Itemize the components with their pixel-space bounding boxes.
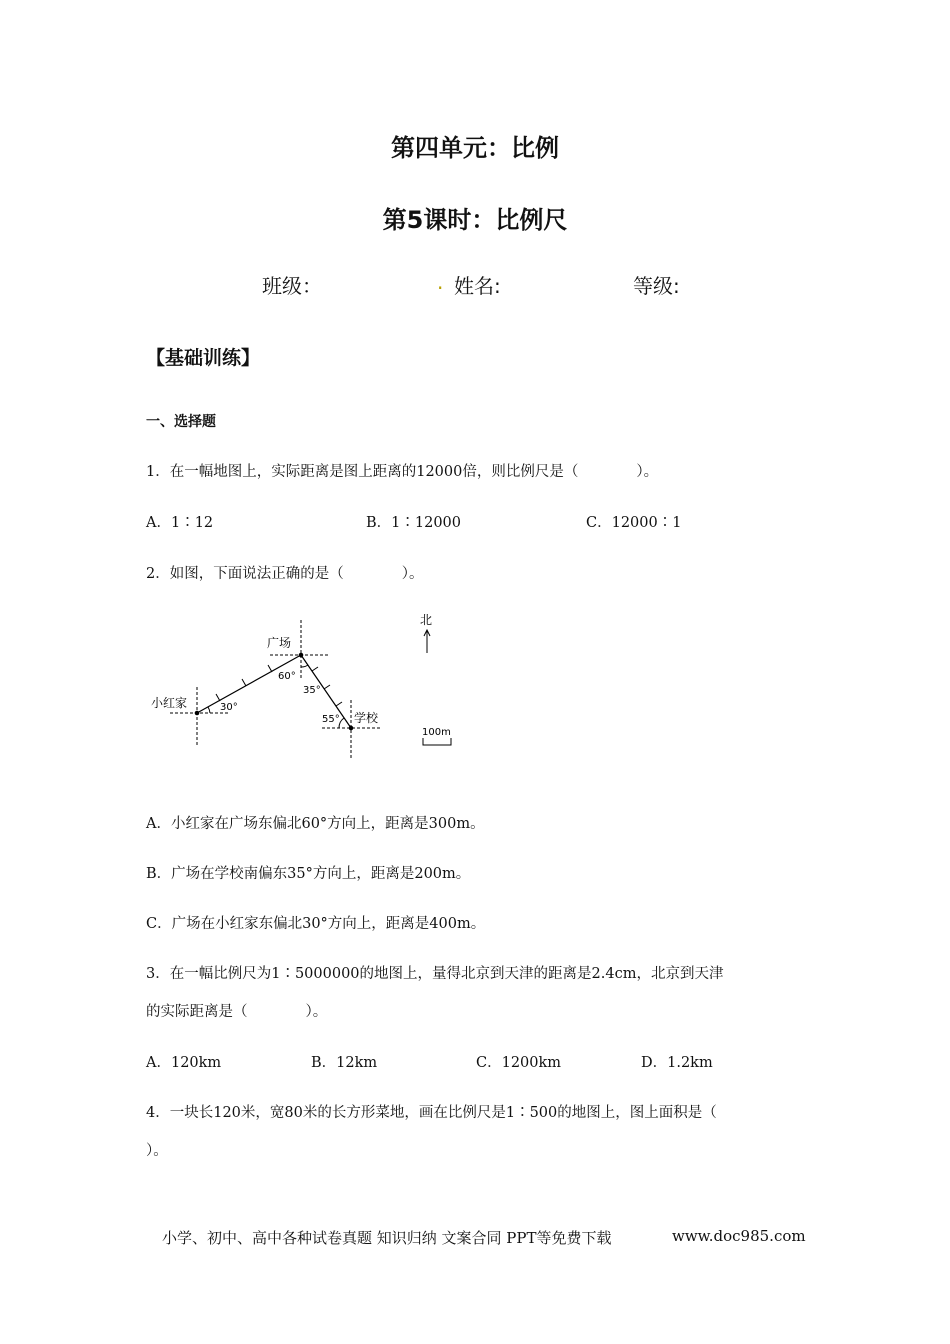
question-3-option-b: B．12km xyxy=(311,1055,378,1071)
grade-label: 等级: xyxy=(633,274,680,298)
unit-title: 第四单元：比例 xyxy=(391,134,559,162)
section-title: 【基础训练】 xyxy=(146,347,261,369)
question-3-option-a: A．120km xyxy=(146,1055,222,1071)
plaza-point xyxy=(299,653,304,658)
question-4-stem-line2: ）。 xyxy=(146,1143,168,1159)
school-point xyxy=(349,726,354,731)
home-point xyxy=(195,711,200,716)
question-1-option-b: B．1∶12000 xyxy=(366,515,462,531)
home-label: 小红家 xyxy=(151,696,188,710)
class-label: 班级： xyxy=(262,274,322,298)
question-3-stem-line2: 的实际距离是（ ）。 xyxy=(146,1004,328,1020)
angle-label-home: 30° xyxy=(220,702,238,713)
lesson-title: 第5课时：比例尺 xyxy=(382,206,568,234)
angle-label-plaza-left: 60° xyxy=(278,671,296,682)
direction-map-figure xyxy=(140,605,480,765)
angle-label-plaza-right: 35° xyxy=(303,685,321,696)
question-1-option-a: A．1∶12 xyxy=(146,515,214,531)
subsection-title: 一、选择题 xyxy=(146,414,216,430)
question-1-option-c: C．12000∶1 xyxy=(586,515,682,531)
question-3-stem-line1: 3．在一幅比例尺为1∶5000000的地图上，量得北京到天津的距离是2.4cm，北京到天津 xyxy=(146,966,724,982)
separator-dot: . xyxy=(437,270,444,294)
angle-arc-plaza xyxy=(301,665,308,667)
question-2-stem: 2．如图，下面说法正确的是（ ）。 xyxy=(146,566,424,582)
footer-url[interactable]: www.doc985.com xyxy=(672,1227,806,1245)
route-home-plaza xyxy=(197,655,301,713)
question-2-option-c: C．广场在小红家东偏北30°方向上，距离是400m。 xyxy=(146,916,486,932)
angle-arc-school xyxy=(339,718,344,728)
question-3-option-d: D．1.2km xyxy=(641,1055,713,1071)
question-2-option-b: B．广场在学校南偏东35°方向上，距离是200m。 xyxy=(146,866,471,882)
question-1-stem: 1．在一幅地图上，实际距离是图上距离的12000倍，则比例尺是（ ）。 xyxy=(146,464,659,480)
footer-text: 小学、初中、高中各种试卷真题 知识归纳 文案合同 PPT等免费下载 xyxy=(162,1229,612,1247)
name-label: 姓名: xyxy=(454,274,501,298)
question-4-stem-line1: 4．一块长120米，宽80米的长方形菜地，画在比例尺是1∶500的地图上，图上面积是（ xyxy=(146,1105,717,1121)
scale-bar xyxy=(423,738,451,745)
north-label: 北 xyxy=(420,613,433,627)
angle-label-school: 55° xyxy=(322,714,340,725)
plaza-label: 广场 xyxy=(267,636,292,650)
school-label: 学校 xyxy=(354,711,379,725)
scale-label: 100m xyxy=(422,727,451,738)
question-2-option-a: A．小红家在广场东偏北60°方向上，距离是300m。 xyxy=(146,816,485,832)
question-3-option-c: C．1200km xyxy=(476,1055,562,1071)
angle-arc-home xyxy=(208,707,210,713)
